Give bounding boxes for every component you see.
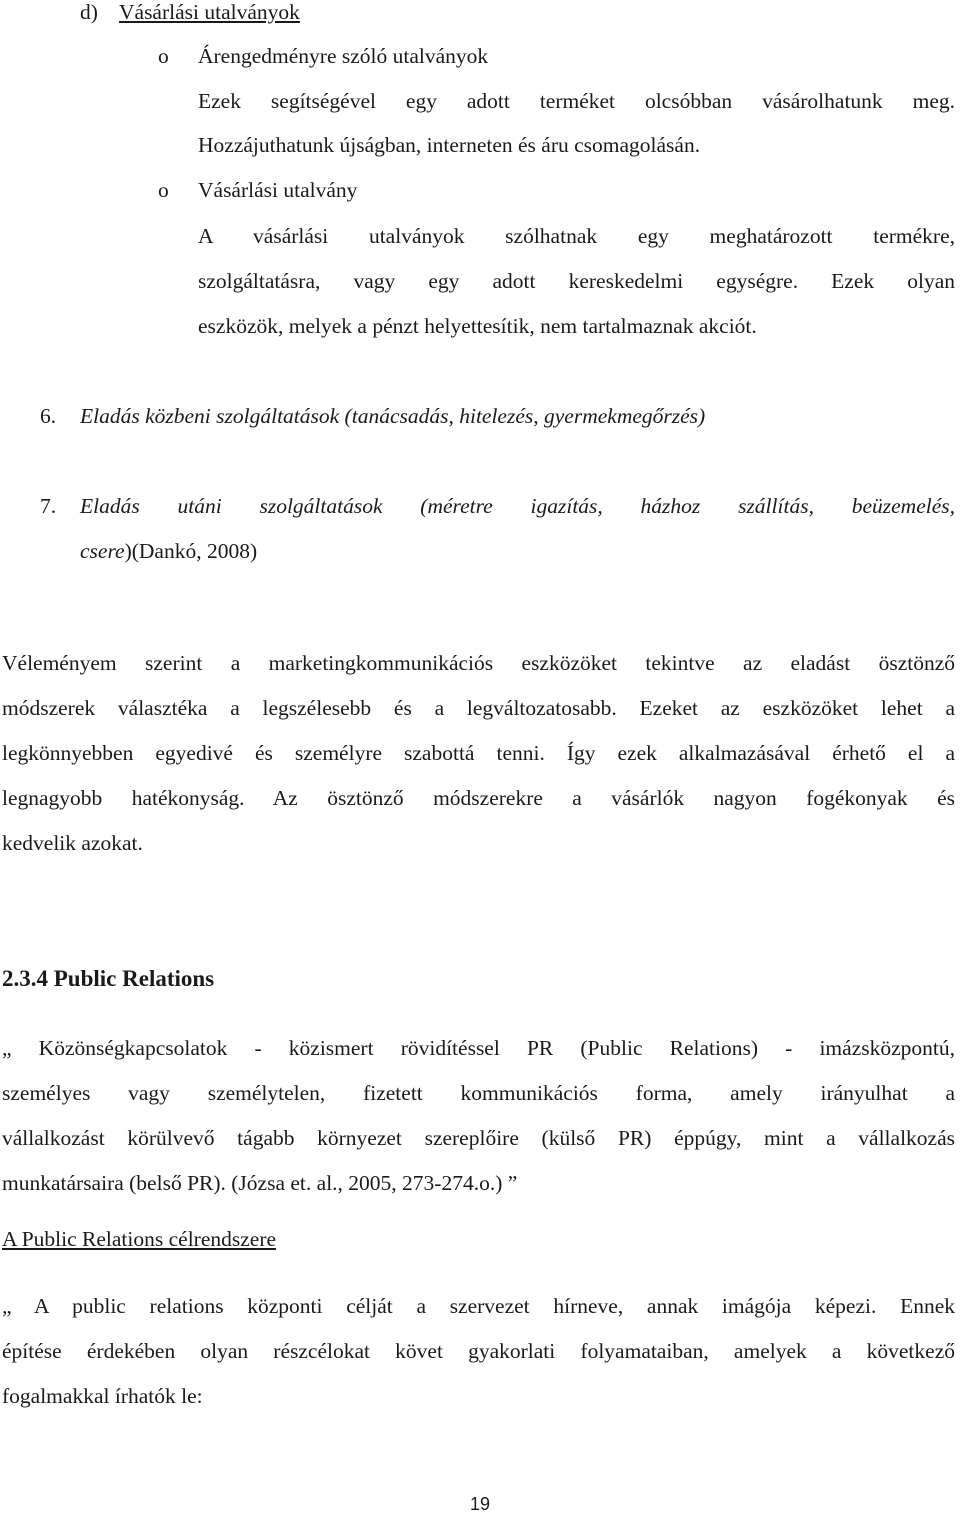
goals-line-2: építése érdekében olyan részcélokat követ gyakorlati folyamataiban, amelyek a következő bbox=[2, 1339, 955, 1363]
item-6-text bbox=[80, 404, 705, 429]
opinion-line-3: legkönnyebben egyedivé és személyre szabottá tenni. Így ezek alkalmazásával érhető el a bbox=[2, 741, 955, 765]
item-7-citation: )(Dankó, 2008) bbox=[124, 539, 258, 563]
bullet-2-line-2: szolgáltatásra, vagy egy adott kereskedelmi egységre. Ezek olyan bbox=[198, 269, 955, 293]
opinion-line-4: legnagyobb hatékonyság. Az ösztönző módszerekre a vásárlók nagyon fogékonyak és bbox=[2, 786, 955, 810]
item-7-line-1-italic: Eladás utáni szolgáltatások (méretre igazítás, házhoz szállítás, beüzemelés, bbox=[80, 494, 955, 518]
item-7-line-1 bbox=[80, 494, 955, 519]
section-heading: 2.3.4 Public Relations bbox=[2, 966, 215, 991]
opinion-line-2: módszerek választéka a legszélesebb és a legváltozatosabb. Ezeket az eszközöket lehet a bbox=[2, 696, 955, 720]
bullet-2: o bbox=[158, 178, 169, 202]
bullet-1: o bbox=[158, 44, 169, 68]
bullet-2-line-1: A vásárlási utalványok szólhatnak egy meghatározott termékre, bbox=[198, 224, 955, 248]
goals-line-3: fogalmakkal írhatók le: bbox=[2, 1384, 203, 1408]
item-6-text-italic: Eladás közbeni szolgáltatások (tanácsadás, hitelezés, gyermekmegőrzés) bbox=[80, 404, 706, 428]
item-6-number: 6. bbox=[40, 404, 57, 428]
page-number: 19 bbox=[469, 1494, 491, 1514]
item-7-number: 7. bbox=[40, 494, 57, 518]
bullet-2-line-3: eszközök, melyek a pénzt helyettesítik, nem tartalmaznak akciót. bbox=[198, 314, 757, 338]
list-d-title-text: Vásárlási utalványok bbox=[119, 0, 300, 24]
pr-quote-line-3: vállalkozást körülvevő tágabb környezet szereplőire (külső PR) éppúgy, mint a vállalkozás bbox=[2, 1126, 955, 1150]
list-d-title bbox=[119, 0, 300, 25]
pr-quote-line-1: „ Közönségkapcsolatok - közismert rövidítéssel PR (Public Relations) - imázsközpontú, bbox=[2, 1036, 955, 1060]
opinion-line-1: Véleményem szerint a marketingkommunikációs eszközöket tekintve az eladást ösztönző bbox=[2, 651, 955, 675]
bullet-1-line-1: Ezek segítségével egy adott terméket olcsóbban vásárolhatunk meg. bbox=[198, 89, 955, 113]
opinion-line-5: kedvelik azokat. bbox=[2, 831, 143, 855]
bullet-2-title: Vásárlási utalvány bbox=[198, 178, 358, 202]
list-d-marker: d) bbox=[80, 0, 98, 24]
pr-quote-line-2: személyes vagy személytelen, fizetett kommunikációs forma, amely irányulhat a bbox=[2, 1081, 955, 1105]
bullet-1-title: Árengedményre szóló utalványok bbox=[198, 44, 489, 68]
bullet-1-line-2: Hozzájuthatunk újságban, interneten és áru csomagolásán. bbox=[198, 133, 701, 157]
subheading bbox=[2, 1227, 276, 1252]
item-7-line-2-italic: csere bbox=[80, 539, 125, 563]
pr-quote-line-4: munkatársaira (belső PR). (Józsa et. al., 2005, 273-274.o.) ” bbox=[2, 1171, 518, 1195]
goals-line-1: „ A public relations központi célját a szervezet hírneve, annak imágója képezi. Ennek bbox=[2, 1294, 955, 1318]
subheading-text: A Public Relations célrendszere bbox=[2, 1227, 277, 1251]
item-7-line-2 bbox=[80, 539, 257, 564]
